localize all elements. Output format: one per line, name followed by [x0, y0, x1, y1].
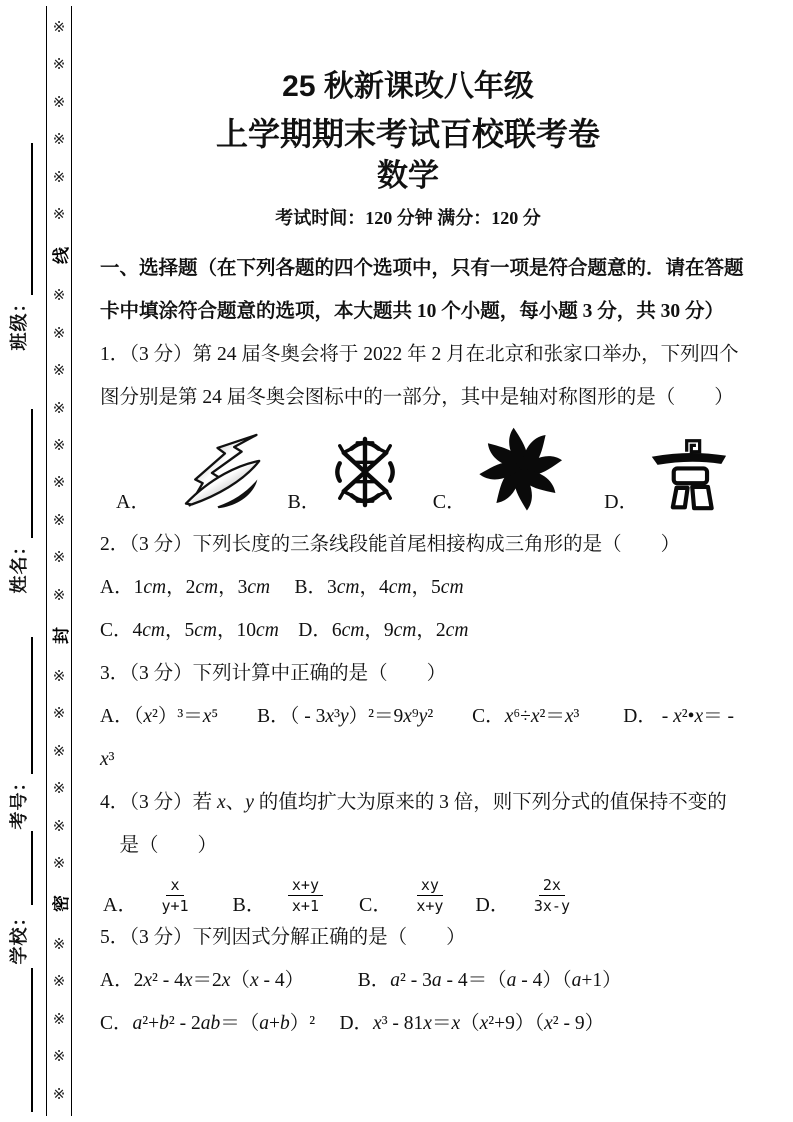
section-heading-line2: 卡中填涂符合题意的选项，本大题共 10 个小题，每小题 3 分，共 30 分）	[100, 301, 725, 322]
school-field-label: 学校：	[9, 907, 29, 965]
seal-mark: ※	[52, 550, 66, 567]
exam-number-field-label: 考号：	[9, 772, 29, 830]
q4-stem-line1: 4．（3 分）若 x、y 的值均扩大为原来的 3 倍，则下列分式的值保持不变的	[100, 792, 727, 813]
q4-option-d	[475, 876, 572, 916]
exam-name-title: 上学期期末考试百校联考卷	[215, 116, 600, 152]
q4-options-row	[100, 867, 770, 916]
q5-stem: 5．（3 分）下列因式分解正确的是（ ）	[100, 927, 466, 948]
seal-mark: ※	[52, 818, 66, 835]
seal-mark: ※	[52, 974, 66, 991]
seal-mark: ※	[52, 437, 66, 454]
ornate-snowflake-icon	[331, 433, 399, 511]
q3-options-line2: x³	[100, 749, 115, 770]
q4-option-a-label: A．	[103, 894, 138, 916]
seal-mark: ※	[52, 1011, 66, 1028]
seal-text-char: 密	[51, 895, 71, 913]
q5-options-line1: A．2x² - 4x＝2x（x - 4） B．a² - 3a - 4＝（a - 4）（a+1）	[100, 970, 622, 991]
seal-mark: ※	[52, 57, 66, 74]
exam-info-line: 考试时间：120 分钟 满分：120 分	[275, 208, 541, 228]
seal-mark: ※	[52, 325, 66, 342]
section-heading-line1: 一、选择题（在下列各题的四个选项中，只有一项是符合题意的．请在答题	[100, 258, 744, 279]
question-area	[100, 247, 770, 1045]
q5-options-line2: C．a²+b² - 2ab＝（a+b）² D．x³ - 81x＝x（x²+9）（x² - 9）	[100, 1013, 605, 1034]
seal-mark: ※	[52, 743, 66, 760]
inukshuk-icon	[649, 437, 729, 511]
q1-option-a	[116, 421, 262, 513]
q4-option-a	[103, 876, 191, 916]
exam-session-title: 25 秋新课改八年级	[282, 70, 534, 103]
fraction: $\frac{x+y}{x+1}$	[288, 876, 323, 915]
field-blank-line	[31, 143, 33, 295]
seal-mark: ※	[52, 668, 66, 685]
q1-option-b-label: B．	[287, 491, 321, 513]
seal-mark: ※	[52, 207, 66, 224]
seal-mark: ※	[52, 20, 66, 36]
paper-content	[100, 0, 770, 1045]
q1-option-d-label: D．	[604, 491, 639, 513]
fraction: $\frac{x}{y+1}$	[161, 876, 189, 915]
q4-option-c-label: C．	[358, 894, 393, 916]
seal-strip	[46, 6, 72, 1116]
name-field-label: 姓名：	[9, 536, 29, 594]
seal-mark: ※	[52, 1049, 66, 1066]
q1-option-b	[287, 433, 398, 513]
q4-option-b-label: B．	[232, 894, 266, 916]
q1-option-d	[604, 437, 728, 513]
paper-header	[100, 0, 716, 228]
seal-mark: ※	[52, 855, 66, 872]
q1-option-c-label: C．	[432, 491, 467, 513]
seal-mark: ※	[52, 706, 66, 723]
seal-marks	[47, 6, 71, 1116]
fraction: $\frac{xy}{x+y}$	[416, 876, 444, 915]
q4-option-b	[233, 876, 323, 916]
field-blank-line	[31, 637, 33, 774]
q1-figure-row	[100, 419, 770, 523]
subject-title: 数学	[377, 158, 439, 193]
q4-option-d-label: D．	[475, 894, 510, 916]
q1-option-a-label: A．	[116, 491, 151, 513]
seal-mark: ※	[52, 936, 66, 953]
seal-mark: ※	[52, 288, 66, 305]
seal-mark: ※	[52, 363, 66, 380]
seal-text-char: 封	[51, 627, 71, 645]
q2-stem: 2．（3 分）下列长度的三条线段能首尾相接构成三角形的是（ ）	[100, 534, 681, 555]
q1-stem-line2: 图分别是第 24 届冬奥会图标中的一部分，其中是轴对称图形的是（ ）	[100, 387, 734, 408]
field-blank-line	[31, 831, 33, 905]
seal-mark: ※	[52, 1086, 66, 1103]
seal-mark: ※	[52, 781, 66, 798]
q3-options-line1: A．（x²）³＝x⁵ B．（ - 3x³y）²＝9x⁹y² C．x⁶÷x²＝x³ D． - x²•x＝ -	[100, 706, 739, 727]
seal-mark: ※	[52, 94, 66, 111]
seal-text-char: 线	[51, 246, 71, 264]
field-blank-line	[31, 968, 33, 1112]
q4-option-c	[359, 876, 445, 916]
skating-swoosh-icon	[160, 421, 262, 511]
q2-options-line2: C．4cm，5cm，10cm D．6cm，9cm，2cm	[100, 620, 469, 641]
swirl-flower-icon	[476, 427, 566, 511]
seal-margin	[0, 0, 100, 1122]
seal-mark: ※	[52, 132, 66, 149]
q3-stem: 3．（3 分）下列计算中正确的是（ ）	[100, 663, 447, 684]
class-field-label: 班级：	[9, 293, 29, 351]
fraction: $\frac{2x}{3x-y}$	[533, 876, 570, 915]
q1-stem-line1: 1．（3 分）第 24 届冬奥会将于 2022 年 2 月在北京和张家口举办，下列四个	[100, 344, 739, 365]
q2-options-line1: A．1cm，2cm，3cm B．3cm，4cm，5cm	[100, 577, 464, 598]
field-blank-line	[31, 409, 33, 538]
seal-mark: ※	[52, 169, 66, 186]
seal-mark: ※	[52, 475, 66, 492]
q1-option-c	[433, 427, 566, 513]
q4-stem-line2: 是（ ）	[100, 835, 218, 856]
seal-mark: ※	[52, 400, 66, 417]
seal-mark: ※	[52, 587, 66, 604]
seal-mark: ※	[52, 512, 66, 529]
